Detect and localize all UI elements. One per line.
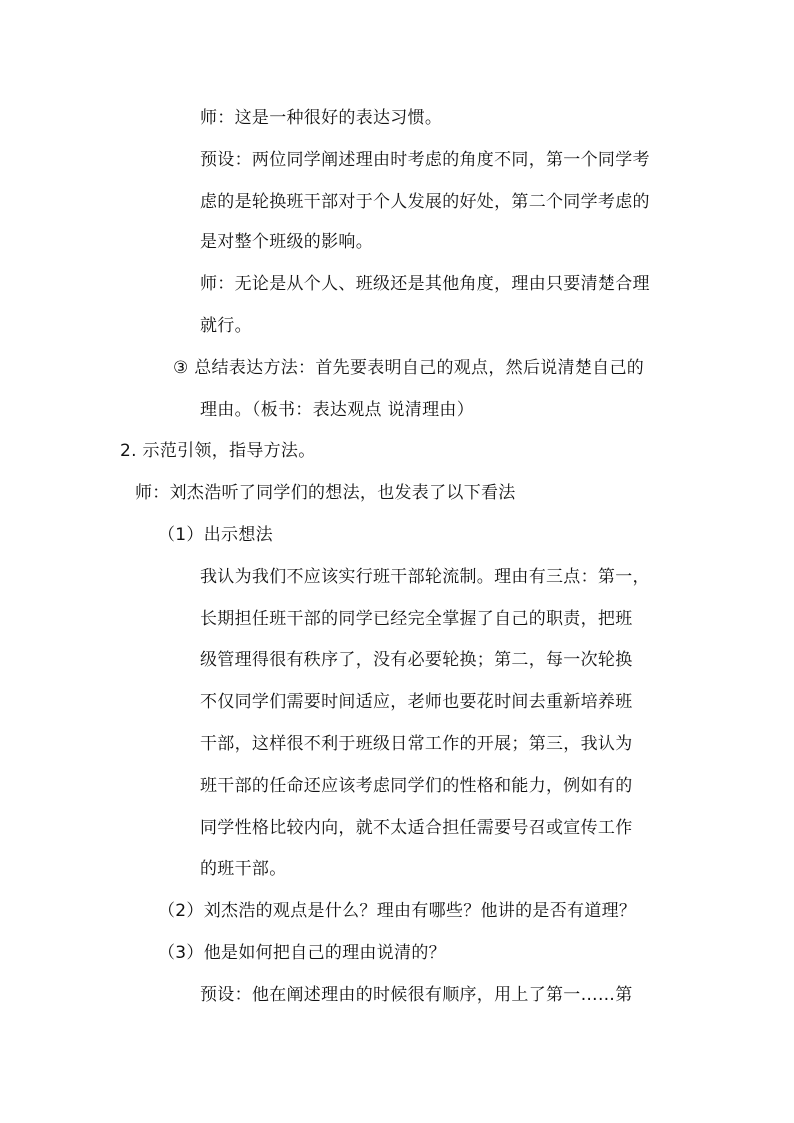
section-heading: 2. 示范引领，指导方法。 <box>120 441 316 461</box>
text-line: （1）出示想法 <box>158 525 273 545</box>
text-line: 预设：两位同学阐述理由时考虑的角度不同，第一个同学考 <box>200 150 650 170</box>
text-line: 理由。（板书：表达观点 说清理由） <box>200 400 475 420</box>
text-line: 不仅同学们需要时间适应，老师也要花时间去重新培养班 <box>200 692 633 712</box>
text-line: 是对整个班级的影响。 <box>200 232 373 252</box>
text-line: 就行。 <box>200 316 252 336</box>
text-line: 的班干部。 <box>200 859 287 879</box>
text-line: 我认为我们不应该实行班干部轮流制。理由有三点：第一， <box>200 567 650 587</box>
text-line: 师：刘杰浩听了同学们的想法，也发表了以下看法 <box>135 483 516 503</box>
text-line: 干部，这样很不利于班级日常工作的开展；第三，我认为 <box>200 734 633 754</box>
text-line: （3）他是如何把自己的理由说清的？ <box>158 943 446 963</box>
text-line: ③ 总结表达方法：首先要表明自己的观点，然后说清楚自己的 <box>173 358 645 378</box>
text-line: 班干部的任命还应该考虑同学们的性格和能力，例如有的 <box>200 776 633 796</box>
text-line: 预设：他在阐述理由的时候很有顺序，用上了第一……第 <box>200 985 633 1005</box>
text-line: 师：无论是从个人、班级还是其他角度，理由只要清楚合理 <box>200 274 650 294</box>
text-line: 师：这是一种很好的表达习惯。 <box>200 108 443 128</box>
text-line: 级管理得很有秩序了，没有必要轮换；第二，每一次轮换 <box>200 650 633 670</box>
text-line: 长期担任班干部的同学已经完全掌握了自己的职责，把班 <box>200 609 633 629</box>
text-line: 虑的是轮换班干部对于个人发展的好处，第二个同学考虑的 <box>200 192 650 212</box>
text-line: 同学性格比较内向，就不太适合担任需要号召或宣传工作 <box>200 818 633 838</box>
text-line: （2）刘杰浩的观点是什么？理由有哪些？他讲的是否有道理？ <box>158 901 637 921</box>
